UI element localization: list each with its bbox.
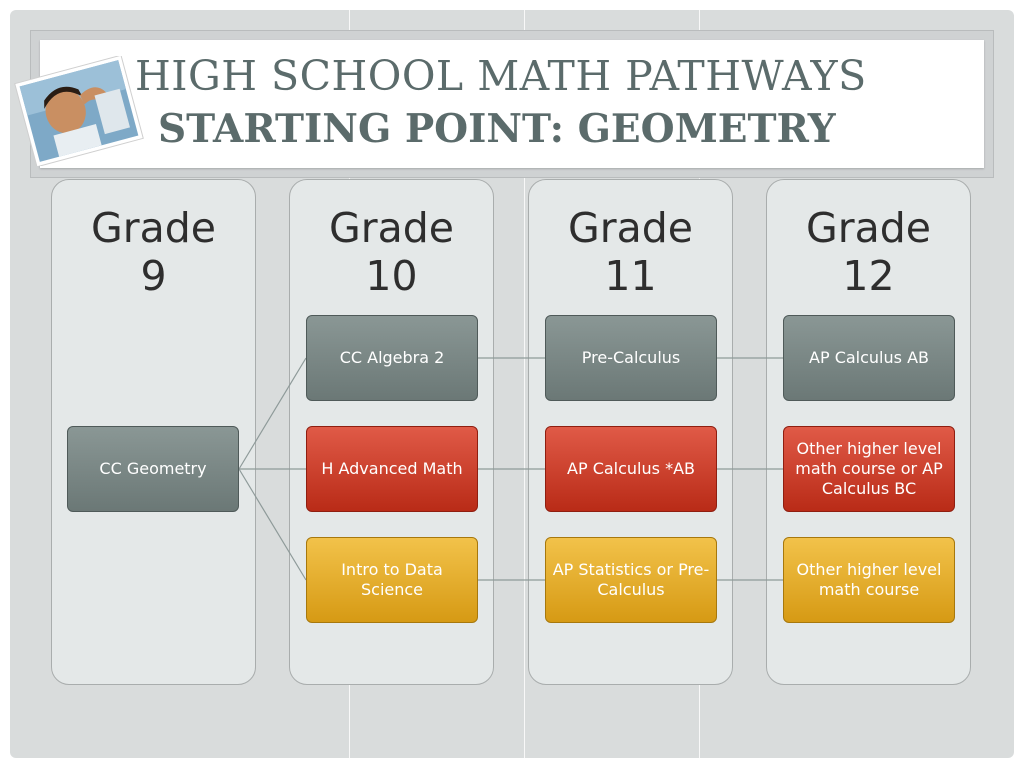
node-other-or-ap-calculus-bc: Other higher level math course or AP Calculus BC — [783, 426, 955, 512]
grade-10-number: 10 — [365, 252, 418, 300]
node-pre-calculus: Pre-Calculus — [545, 315, 717, 401]
grade-11-number: 11 — [604, 252, 657, 300]
node-other-higher-level: Other higher level math course — [783, 537, 955, 623]
node-cc-geometry: CC Geometry — [67, 426, 239, 512]
node-h-advanced-math: H Advanced Math — [306, 426, 478, 512]
connector-geometry-to-algebra2 — [239, 358, 306, 469]
slide-title: HIGH SCHOOL MATH PATHWAYS — [135, 52, 867, 100]
node-ap-calculus-ab-star: AP Calculus *AB — [545, 426, 717, 512]
node-intro-data-science: Intro to Data Science — [306, 537, 478, 623]
grade-12-number: 12 — [842, 252, 895, 300]
node-ap-calculus-ab: AP Calculus AB — [783, 315, 955, 401]
grade-11-label: Grade — [567, 204, 693, 252]
grade-9-label: Grade — [90, 204, 216, 252]
node-ap-statistics-or-precalc: AP Statistics or Pre-Calculus — [545, 537, 717, 623]
grade-10-label: Grade — [328, 204, 454, 252]
connector-geometry-to-data-science — [239, 469, 306, 580]
node-cc-algebra-2: CC Algebra 2 — [306, 315, 478, 401]
grade-12-label: Grade — [805, 204, 931, 252]
slide-subtitle: STARTING POINT: GEOMETRY — [158, 106, 836, 152]
grade-9-number: 9 — [140, 252, 167, 300]
